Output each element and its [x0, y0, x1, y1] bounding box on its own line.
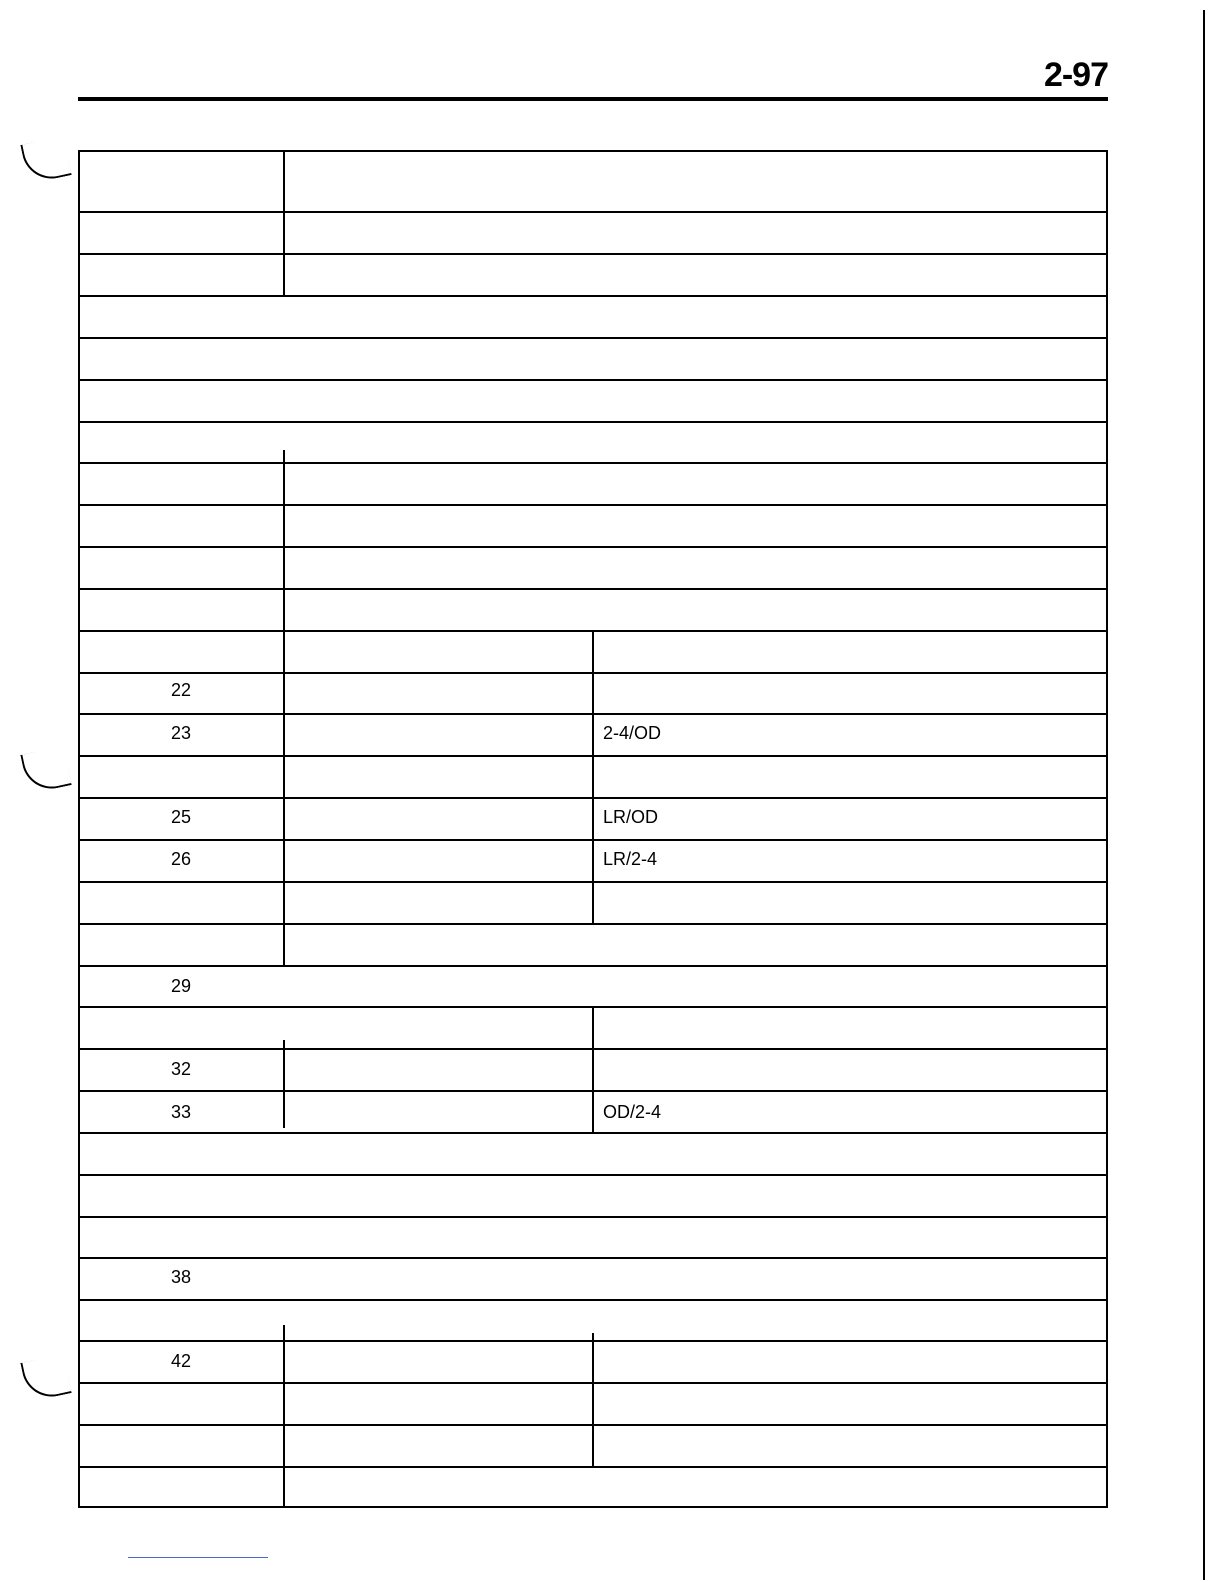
column-divider — [592, 630, 594, 924]
binder-hole-mark — [20, 136, 71, 184]
row-divider — [78, 1174, 1108, 1176]
row-divider — [78, 462, 1108, 464]
row-number: 22 — [170, 680, 192, 700]
row-divider — [78, 965, 1108, 967]
page-number: 2-97 — [1043, 56, 1108, 94]
row-code: LR/OD — [603, 807, 659, 827]
row-code: OD/2-4 — [603, 1102, 662, 1122]
row-divider — [78, 1257, 1108, 1259]
row-divider — [78, 211, 1108, 213]
row-number: 26 — [170, 849, 192, 869]
data-table — [78, 150, 1108, 1508]
row-number: 33 — [170, 1102, 192, 1122]
column-divider — [283, 150, 285, 296]
row-divider — [78, 379, 1108, 381]
header-rule — [78, 97, 1108, 101]
row-number: 42 — [170, 1351, 192, 1371]
row-divider — [78, 1216, 1108, 1218]
row-number: 38 — [170, 1267, 192, 1287]
column-divider — [592, 1333, 594, 1467]
row-divider — [78, 504, 1108, 506]
column-divider — [283, 450, 285, 966]
page-edge-line — [1203, 10, 1205, 1580]
row-divider — [78, 1299, 1108, 1301]
binder-hole-mark — [20, 1354, 71, 1402]
row-divider — [78, 546, 1108, 548]
row-code: 2-4/OD — [603, 723, 662, 743]
row-divider — [78, 421, 1108, 423]
footer-line — [128, 1557, 268, 1558]
column-divider — [592, 1006, 594, 1132]
row-divider — [78, 295, 1108, 297]
row-number: 25 — [170, 807, 192, 827]
row-divider — [78, 253, 1108, 255]
binder-hole-mark — [20, 746, 71, 794]
row-divider — [78, 337, 1108, 339]
row-divider — [78, 588, 1108, 590]
row-divider — [78, 1132, 1108, 1134]
row-code: LR/2-4 — [603, 849, 658, 869]
row-number: 29 — [170, 976, 192, 996]
row-number: 32 — [170, 1059, 192, 1079]
row-number: 23 — [170, 723, 192, 743]
